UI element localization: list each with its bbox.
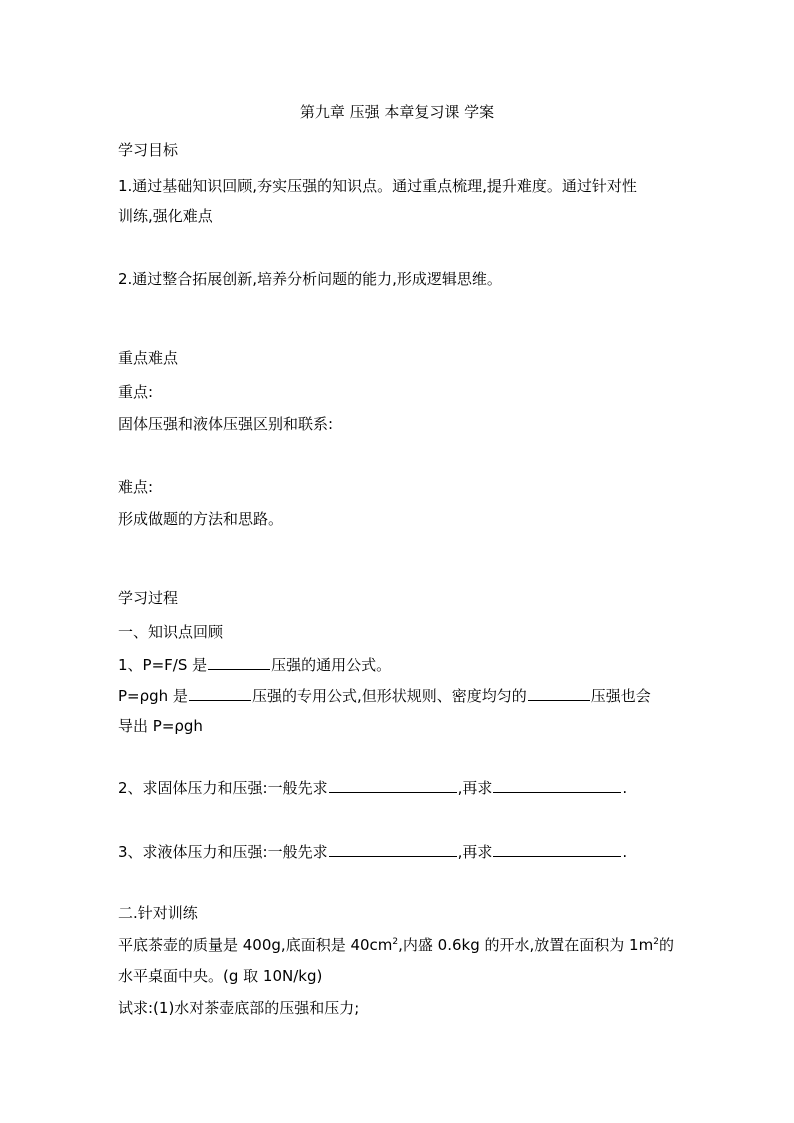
process-heading: 学习过程 xyxy=(118,589,179,607)
superscript-2: 2 xyxy=(653,937,659,947)
q1-suffix: 压强的通用公式。 xyxy=(271,656,392,674)
q2-suffix: . xyxy=(622,779,628,797)
section-2-heading: 二.针对训练 xyxy=(118,904,198,922)
q3-blank-1[interactable] xyxy=(329,842,457,857)
problem-line-1 xyxy=(118,935,674,955)
problem-text-b: ,内盛 0.6kg 的开水,放置在面积为 1m xyxy=(398,936,654,954)
q1b-blank-2[interactable] xyxy=(528,686,590,701)
objective-1-line-2: 训练,强化难点 xyxy=(118,207,213,225)
q1b-prefix: P=ρgh 是 xyxy=(118,687,188,705)
page-title: 第九章 压强 本章复习课 学案 xyxy=(299,103,495,121)
problem-line-2: 水平桌面中央。(g 取 10N/kg) xyxy=(118,967,323,985)
q2-blank-2[interactable] xyxy=(493,778,621,793)
question-1b-line-2: 导出 P=ρgh xyxy=(118,717,203,735)
q1b-blank-1[interactable] xyxy=(189,686,251,701)
question-2 xyxy=(118,778,627,798)
problem-line-3: 试求:(1)水对茶壶底部的压强和压力; xyxy=(118,999,360,1017)
q2-mid: ,再求 xyxy=(457,779,493,797)
q1-prefix: 1、P=F/S 是 xyxy=(118,656,208,674)
q2-prefix: 2、求固体压力和压强:一般先求 xyxy=(118,779,328,797)
superscript-2: 2 xyxy=(392,937,399,947)
key-text: 固体压强和液体压强区别和联系: xyxy=(118,415,334,433)
question-1b xyxy=(118,686,651,706)
objective-1-line-1: 1.通过基础知识回顾,夯实压强的知识点。通过重点梳理,提升难度。通过针对性 xyxy=(118,177,637,195)
objective-2: 2.通过整合拓展创新,培养分析问题的能力,形成逻辑思维。 xyxy=(118,270,502,288)
question-1 xyxy=(118,655,391,675)
section-1-heading: 一、知识点回顾 xyxy=(118,623,224,641)
difficult-text: 形成做题的方法和思路。 xyxy=(118,510,284,528)
problem-text-c: 的 xyxy=(658,936,674,954)
question-3 xyxy=(118,842,627,862)
q3-blank-2[interactable] xyxy=(493,842,621,857)
difficult-label: 难点: xyxy=(118,478,154,496)
problem-text-a: 平底茶壶的质量是 400g,底面积是 40cm xyxy=(118,936,393,954)
q3-mid: ,再求 xyxy=(457,843,493,861)
q1b-mid: 压强的专用公式,但形状规则、密度均匀的 xyxy=(251,687,527,705)
key-label: 重点: xyxy=(118,383,154,401)
objectives-heading: 学习目标 xyxy=(118,141,179,159)
q1-blank[interactable] xyxy=(208,655,270,670)
key-points-heading: 重点难点 xyxy=(118,349,179,367)
q2-blank-1[interactable] xyxy=(329,778,457,793)
q1b-suffix: 压强也会 xyxy=(590,687,651,705)
q3-suffix: . xyxy=(622,843,628,861)
q3-prefix: 3、求液体压力和压强:一般先求 xyxy=(118,843,328,861)
